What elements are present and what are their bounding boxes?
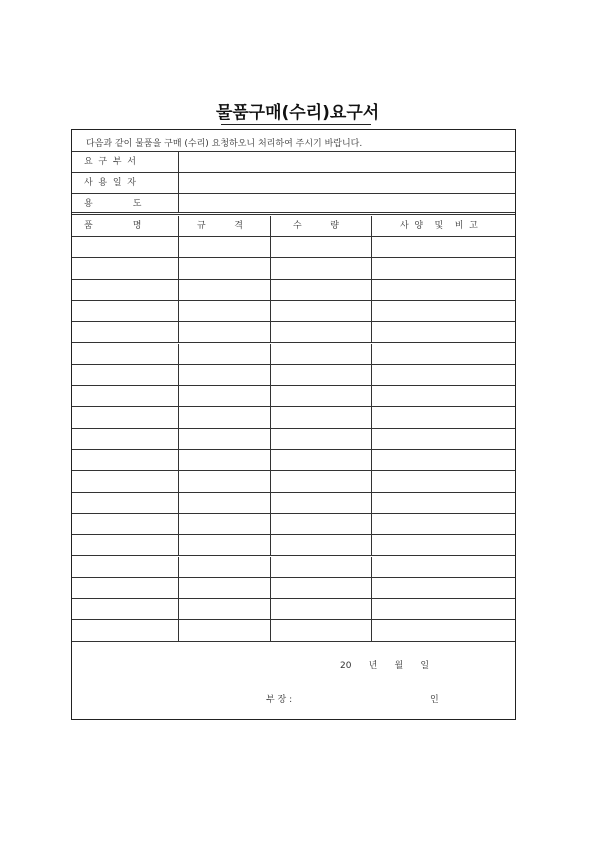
field-row-usage-date xyxy=(72,173,515,194)
notice-text: 다음과 같이 물품을 구매 (수리) 요청하오니 처리하여 주시기 바랍니다. xyxy=(86,139,363,149)
cell-item[interactable] xyxy=(72,620,179,640)
cell-item[interactable] xyxy=(72,365,179,385)
cell-remarks[interactable] xyxy=(372,237,515,257)
cell-remarks[interactable] xyxy=(372,258,515,278)
cell-item[interactable] xyxy=(72,258,179,278)
cell-spec[interactable] xyxy=(179,471,271,491)
table-row xyxy=(72,535,515,556)
cell-remarks[interactable] xyxy=(372,535,515,555)
field-value-usage-date[interactable] xyxy=(179,173,515,193)
field-label-purpose: 용 도 xyxy=(72,194,179,212)
cell-item[interactable] xyxy=(72,599,179,619)
field-value-department[interactable] xyxy=(179,152,515,172)
cell-quantity[interactable] xyxy=(271,429,372,449)
cell-remarks[interactable] xyxy=(372,557,515,577)
table-row xyxy=(72,557,515,578)
cell-quantity[interactable] xyxy=(271,344,372,364)
cell-item[interactable] xyxy=(72,535,179,555)
cell-spec[interactable] xyxy=(179,407,271,427)
cell-remarks[interactable] xyxy=(372,578,515,598)
document-title: 물품구매(수리)요구서 xyxy=(215,103,380,123)
cell-item[interactable] xyxy=(72,237,179,257)
cell-item[interactable] xyxy=(72,493,179,513)
cell-item[interactable] xyxy=(72,429,179,449)
header-item-name: 품 명 xyxy=(84,221,142,231)
cell-remarks[interactable] xyxy=(372,322,515,342)
cell-quantity[interactable] xyxy=(271,322,372,342)
cell-spec[interactable] xyxy=(179,514,271,534)
cell-spec[interactable] xyxy=(179,578,271,598)
cell-spec[interactable] xyxy=(179,365,271,385)
cell-quantity[interactable] xyxy=(271,599,372,619)
cell-quantity[interactable] xyxy=(271,578,372,598)
cell-spec[interactable] xyxy=(179,344,271,364)
cell-remarks[interactable] xyxy=(372,493,515,513)
cell-quantity[interactable] xyxy=(271,557,372,577)
table-row xyxy=(72,322,515,343)
cell-item[interactable] xyxy=(72,407,179,427)
header-spec: 규 격 xyxy=(197,221,243,231)
cell-quantity[interactable] xyxy=(271,386,372,406)
cell-item[interactable] xyxy=(72,386,179,406)
notice-row xyxy=(72,130,515,152)
cell-remarks[interactable] xyxy=(372,514,515,534)
field-row-department xyxy=(72,152,515,173)
cell-remarks[interactable] xyxy=(372,280,515,300)
cell-quantity[interactable] xyxy=(271,471,372,491)
cell-remarks[interactable] xyxy=(372,344,515,364)
cell-quantity[interactable] xyxy=(271,493,372,513)
cell-item[interactable] xyxy=(72,322,179,342)
cell-remarks[interactable] xyxy=(372,471,515,491)
cell-item[interactable] xyxy=(72,280,179,300)
table-row xyxy=(72,471,515,492)
cell-spec[interactable] xyxy=(179,450,271,470)
request-form xyxy=(71,129,516,720)
field-row-purpose xyxy=(72,194,515,215)
cell-spec[interactable] xyxy=(179,237,271,257)
table-row xyxy=(72,578,515,599)
header-cell-spec xyxy=(179,216,271,236)
cell-spec[interactable] xyxy=(179,386,271,406)
cell-item[interactable] xyxy=(72,578,179,598)
cell-spec[interactable] xyxy=(179,429,271,449)
table-row xyxy=(72,620,515,641)
cell-remarks[interactable] xyxy=(372,407,515,427)
cell-item[interactable] xyxy=(72,514,179,534)
date-line: 20 년 월 일 xyxy=(340,661,430,671)
field-value-purpose[interactable] xyxy=(179,194,515,212)
table-header-row xyxy=(72,216,515,237)
cell-quantity[interactable] xyxy=(271,514,372,534)
table-row xyxy=(72,599,515,620)
cell-quantity[interactable] xyxy=(271,620,372,640)
cell-quantity[interactable] xyxy=(271,365,372,385)
table-row xyxy=(72,301,515,322)
cell-quantity[interactable] xyxy=(271,237,372,257)
cell-remarks[interactable] xyxy=(372,386,515,406)
field-label-usage-date: 사 용 일 자 xyxy=(72,173,179,193)
cell-spec[interactable] xyxy=(179,620,271,640)
table-row xyxy=(72,514,515,535)
cell-spec[interactable] xyxy=(179,535,271,555)
seal-mark: 인 xyxy=(430,695,439,705)
cell-remarks[interactable] xyxy=(372,365,515,385)
cell-remarks[interactable] xyxy=(372,599,515,619)
table-row xyxy=(72,493,515,514)
cell-quantity[interactable] xyxy=(271,535,372,555)
cell-quantity[interactable] xyxy=(271,258,372,278)
cell-spec[interactable] xyxy=(179,322,271,342)
cell-spec[interactable] xyxy=(179,557,271,577)
cell-quantity[interactable] xyxy=(271,280,372,300)
table-row xyxy=(72,365,515,386)
cell-remarks[interactable] xyxy=(372,301,515,321)
cell-item[interactable] xyxy=(72,471,179,491)
cell-remarks[interactable] xyxy=(372,620,515,640)
cell-item[interactable] xyxy=(72,344,179,364)
table-row xyxy=(72,429,515,450)
cell-spec[interactable] xyxy=(179,493,271,513)
cell-quantity[interactable] xyxy=(271,301,372,321)
title-underline xyxy=(221,124,371,125)
cell-spec[interactable] xyxy=(179,599,271,619)
cell-item[interactable] xyxy=(72,557,179,577)
table-row xyxy=(72,237,515,258)
header-cell-remarks xyxy=(372,216,515,236)
signature-label: 부 장 : xyxy=(266,695,293,705)
header-cell-quantity xyxy=(271,216,372,236)
table-row xyxy=(72,344,515,365)
header-remarks: 사 양 및 비 고 xyxy=(400,221,478,231)
cell-item[interactable] xyxy=(72,301,179,321)
cell-spec[interactable] xyxy=(179,280,271,300)
cell-item[interactable] xyxy=(72,450,179,470)
cell-quantity[interactable] xyxy=(271,407,372,427)
cell-remarks[interactable] xyxy=(372,429,515,449)
table-row xyxy=(72,386,515,407)
header-cell-item xyxy=(72,216,179,236)
table-row xyxy=(72,407,515,428)
table-row xyxy=(72,450,515,471)
cell-spec[interactable] xyxy=(179,301,271,321)
table-row xyxy=(72,280,515,301)
table-row xyxy=(72,258,515,279)
cell-remarks[interactable] xyxy=(372,450,515,470)
cell-quantity[interactable] xyxy=(271,450,372,470)
cell-spec[interactable] xyxy=(179,258,271,278)
header-quantity: 수 량 xyxy=(293,221,339,231)
field-label-department: 요 구 부 서 xyxy=(72,152,179,172)
